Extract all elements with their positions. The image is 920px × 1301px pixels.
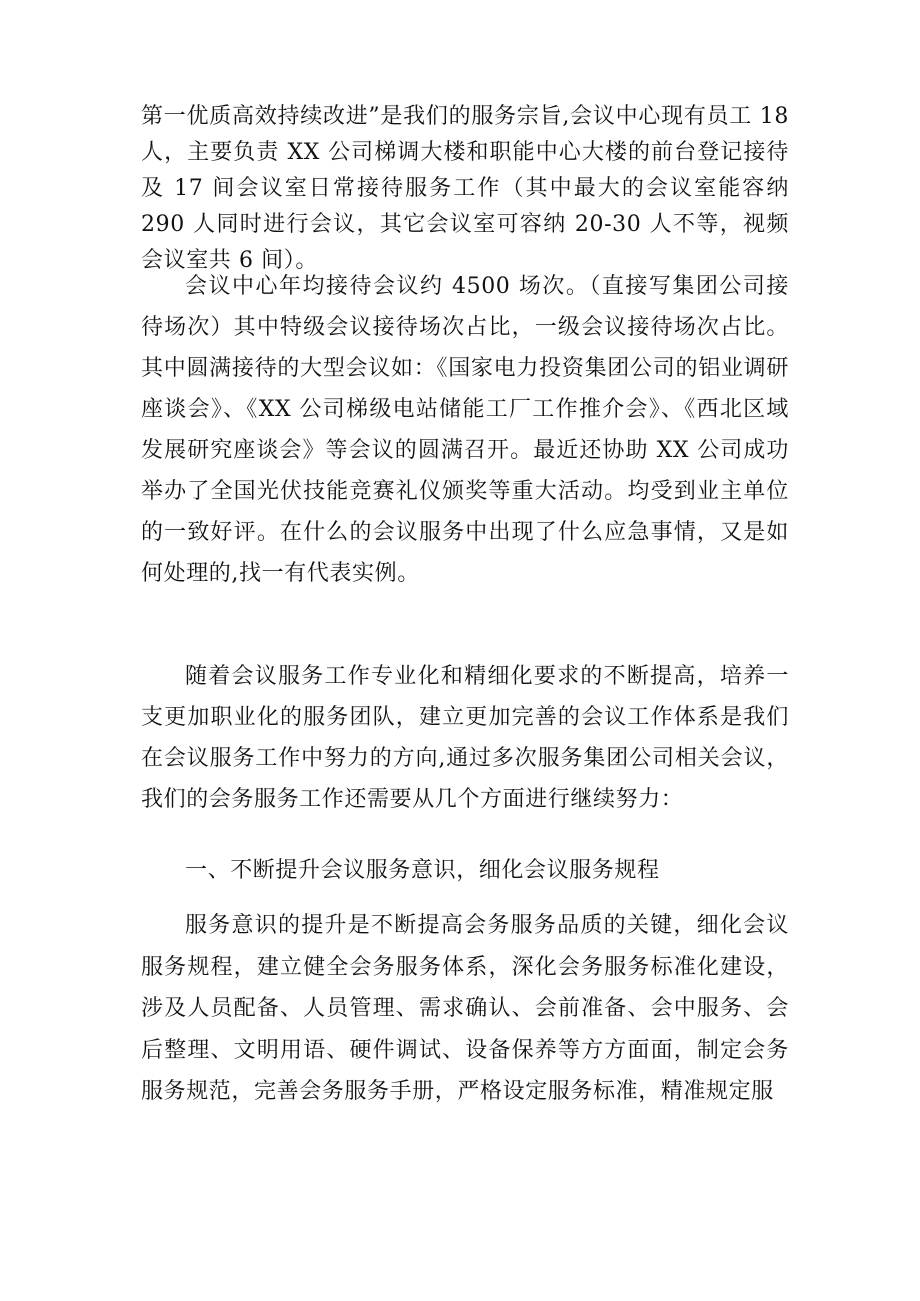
section-heading-1: 一、不断提升会议服务意识，细化会议服务规程 <box>185 858 660 883</box>
paragraph-service-awareness: 服务意识的提升是不断提高会务服务品质的关键，细化会议服务规程，建立健全会务服务体系，深化会务服务标准化建设，涉及人员配备、人员管理、需求确认、会前准备、会中服务、会后整理、文明用语、硬件调试、设备保养等方方面面，制定会务服务规范，完善会务服务手册，严格设定服务标准，精准规定服 <box>141 913 789 1104</box>
paragraph-meeting-statistics: 会议中心年均接待会议约 4500 场次。（直接写集团公司接待场次）其中特级会议接待场次占比，一级会议接待场次占比。其中圆满接待的大型会议如：《国家电力投资集团公司的铝业调研座谈会》、《XX 公司梯级电站储能工厂工作推介会》、《西北区域发展研究座谈会》等会议的圆满召开。最近还协助 XX 公司成功举办了全国光伏技能竞赛礼仪颁奖等重大活动。均受到业主单位的一致好评。在什么的会议服务中出现了什么应急事情，又是如何处理的,找一有代表实例。 <box>141 274 789 586</box>
paragraph-service-overview: 第一优质高效持续改进”是我们的服务宗旨,会议中心现有员工 18 人，主要负责 XX 公司梯调大楼和职能中心大楼的前台登记接待及 17 间会议室日常接待服务工作（其中最大的会议室能容纳 290 人同时进行会议，其它会议室可容纳 20-30 人不等，视频会议室共 6 间）。 <box>141 104 789 273</box>
paragraph-improvement-direction: 随着会议服务工作专业化和精细化要求的不断提高，培养一支更加职业化的服务团队，建立更加完善的会议工作体系是我们在会议服务工作中努力的方向,通过多次服务集团公司相关会议，我们的会务服务工作还需要从几个方面进行继续努力： <box>141 664 789 812</box>
